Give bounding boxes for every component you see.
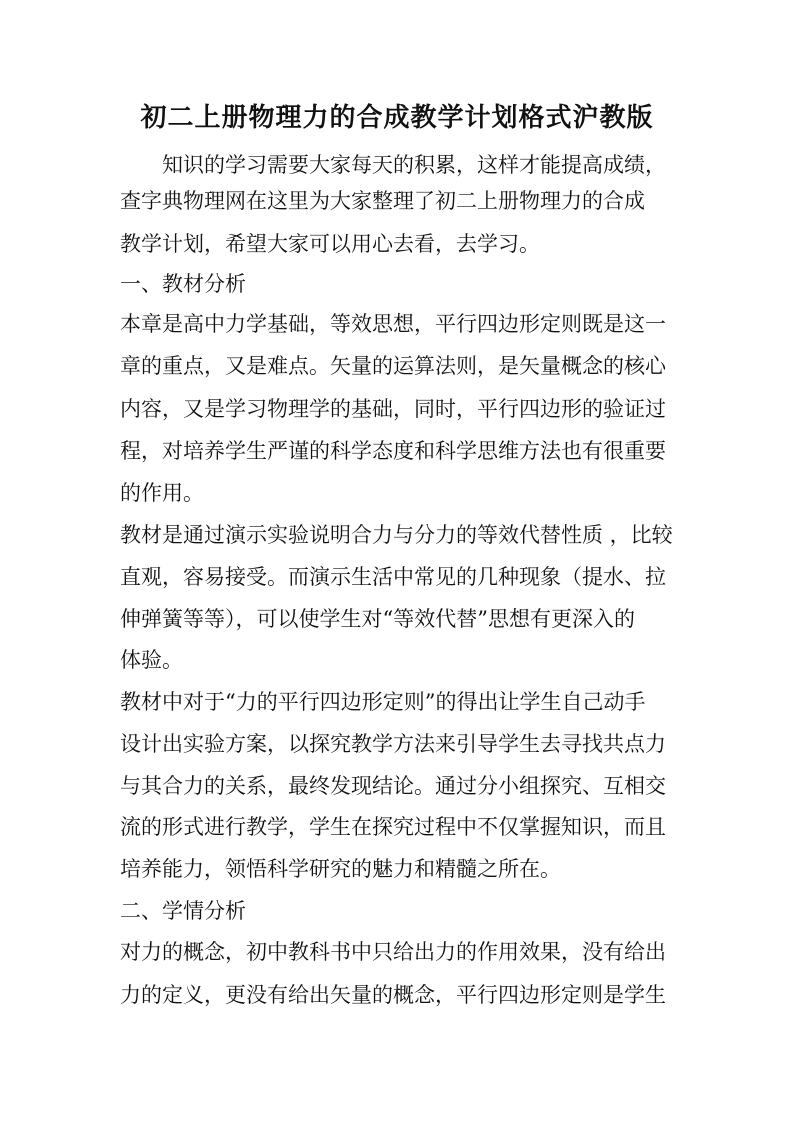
paragraph-line: 流的形式进行教学，学生在探究过程中不仅掌握知识，而且 [120, 815, 666, 839]
paragraph-line: 与其合力的关系，最终发现结论。通过分小组探究、互相交 [120, 774, 666, 798]
paragraph-line: 设计出实验方案，以探究教学方法来引导学生去寻找共点力 [120, 732, 666, 756]
paragraph-line: 直观，容易接受。而演示生活中常见的几种现象（提水、拉 [120, 565, 666, 589]
paragraph-line: 培养能力，领悟科学研究的魅力和精髓之所在。 [120, 857, 561, 881]
intro-line: 知识的学习需要大家每天的积累，这样才能提高成绩， [162, 153, 666, 177]
paragraph-line: 体验。 [120, 648, 183, 672]
intro-line: 查字典物理网在这里为大家整理了初二上册物理力的合成 [120, 189, 645, 213]
section-heading-teaching-material: 一、教材分析 [120, 272, 246, 296]
paragraph-line: 对力的概念，初中教科书中只给出力的作用效果，没有给出 [120, 940, 666, 964]
paragraph-line: 教材是通过演示实验说明合力与分力的等效代替性质 ，比较 [120, 523, 673, 547]
paragraph-line: 的作用。 [120, 481, 204, 505]
intro-line: 教学计划，希望大家可以用心去看，去学习。 [120, 232, 540, 256]
paragraph-line: 伸弹簧等等），可以使学生对“等效代替”思想有更深入的 [120, 607, 635, 631]
paragraph-line: 力的定义，更没有给出矢量的概念，平行四边形定则是学生 [120, 983, 666, 1007]
paragraph-line: 教材中对于“力的平行四边形定则”的得出让学生自己动手 [120, 690, 646, 714]
document-title: 初二上册物理力的合成教学计划格式沪教版 [140, 103, 654, 133]
paragraph-line: 内容，又是学习物理学的基础，同时，平行四边形的验证过 [120, 397, 666, 421]
paragraph-line: 本章是高中力学基础，等效思想，平行四边形定则既是这一 [120, 312, 666, 336]
section-heading-student-analysis: 二、学情分析 [120, 899, 246, 923]
paragraph-line: 章的重点，又是难点。矢量的运算法则，是矢量概念的核心 [120, 354, 666, 378]
paragraph-line: 程，对培养学生严谨的科学态度和科学思维方法也有很重要 [120, 439, 666, 463]
